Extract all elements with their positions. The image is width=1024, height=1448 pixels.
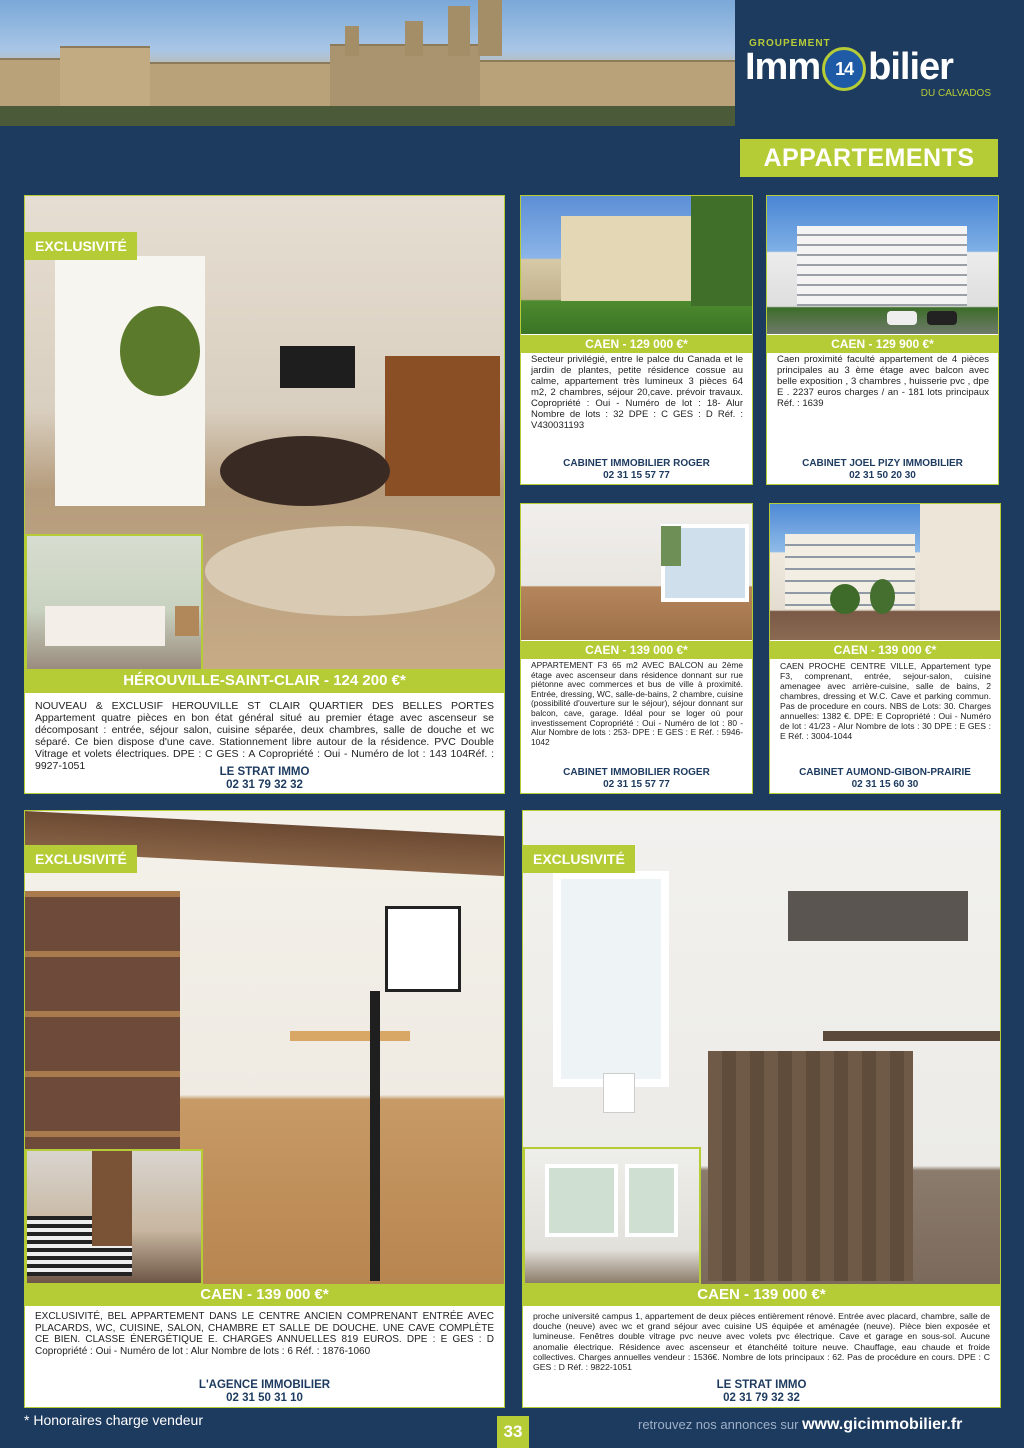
listing-price: CAEN - 129 900 €* — [767, 335, 998, 353]
exclusive-badge: EXCLUSIVITÉ — [25, 845, 137, 873]
logo-number-badge: 14 — [822, 47, 866, 91]
listing-price: CAEN - 139 000 €* — [770, 641, 1000, 659]
listing-price: CAEN - 139 000 €* — [523, 1284, 1000, 1306]
listing-description: APPARTEMENT F3 65 m2 AVEC BALCON au 2ème étage avec ascenseur dans résidence donnant sur rue piétonne avec commerces et bus de ville à proximité. Entrée, dressing, WC, salle-de-bains, 2 chambre, cuisine (possibilité d'ouverture sur le séjour), séjour donnant sur balcon, cave, garage. Idéal pour se loger où pour investissement Copropriété : Oui - Numéro de lot : 80 - Alur Nombre de lots : 253- DPE : E GES : E Réf. : 5946-1042 — [531, 660, 743, 747]
section-title: APPARTEMENTS — [740, 139, 998, 177]
listing-inset-photo — [523, 1147, 701, 1285]
listing-photo — [767, 196, 998, 334]
listing-phone: 02 31 79 32 32 — [723, 1392, 800, 1404]
listing-agency: CABINET AUMOND-GIBON-PRAIRIE — [799, 767, 971, 778]
listing-agency: CABINET JOEL PIZY IMMOBILIER — [802, 458, 963, 469]
logo — [745, 30, 1005, 110]
listing-card-caen-139000-balcon[interactable] — [520, 503, 753, 794]
logo-department: DU CALVADOS — [920, 88, 991, 99]
logo-group-text: GROUPEMENT — [749, 38, 831, 49]
listing-card-caen-129900[interactable] — [766, 195, 999, 485]
listing-description: Secteur privilégié, entre le palce du Canada et le jardin de plantes, petite résidence cossue au calme, appartement très lumineux 3 pièces 64 m2, 2 chambres, séjour 20,cave. prévoir travaux. Copropriété : Oui - Numéro de lot : 18- Alur Nombre de lots : 32 DPE : C GES : D Réf. : V430031193 — [531, 354, 743, 431]
listing-description: CAEN PROCHE CENTRE VILLE, Appartement type F3, comprenant, entrée, sejour-salon, cuisine amenagee avec arrière-cuisine, salle de bains, 2 chambres, dressing et W.C. Cave et parking commun. Pas de procedure en cours. NBS de Lots: 30. Charges annuelles: 1382 €. DPE: E Copropriété : Oui - Numéro de lot : 41/23 - Alur Nombre de lots : 30 DPE : E GES : E Réf. : 3004-1044 — [780, 661, 991, 741]
listing-agency: CABINET IMMOBILIER ROGER — [563, 767, 710, 778]
listing-description: EXCLUSIVITÉ, BEL APPARTEMENT DANS LE CENTRE ANCIEN COMPRENANT ENTRÉE AVEC PLACARDS, WC, CUISINE, SALON, CHAMBRE ET SALLE DE DOUCHE. UNE CAVE COMPLÈTE CE BIEN. CLASSE ÉNERGÉTIQUE E. CHARGES ANNUELLES 819 EUROS. DPE : E GES : D Copropriété : Oui - Numéro de lot : Alur Nombre de lots : 6 Réf. : 1876-1060 — [35, 1311, 494, 1357]
listing-inset-photo — [25, 534, 203, 671]
logo-word-left: Imm — [745, 46, 821, 88]
listing-phone: 02 31 15 60 30 — [851, 779, 919, 790]
listing-card-caen-139000-campus[interactable] — [522, 810, 1001, 1408]
listing-agency: LE STRAT IMMO — [219, 766, 310, 778]
listing-price: CAEN - 139 000 €* — [521, 641, 752, 659]
listing-card-caen-139000-centre[interactable] — [769, 503, 1001, 794]
footer-website — [638, 1416, 962, 1434]
listing-description: proche université campus 1, appartement de deux pièces entièrement rénové. Entrée avec placard, chambre, salle de douche (neuve) avec wc et grand séjour avec cuisine US équipée et aménagée (neuve). Pièce bien exposée et lumineuse. Fenêtres double vitrage pvc neuve avec volets pvc électrique. Cave et garage en sous-sol. Aucune anomalie électrique. Résidence avec ascenseur et étanchéité toiture neuve. Chauffage, eau chaude et froide collectives. Charges annuelles vendeur : 1536€. Nombre de lots principaux : 62. Pas de procédure en cours. DPE : C GES : D Réf. : 9822-1051 — [533, 1311, 990, 1373]
listing-agency: LE STRAT IMMO — [716, 1379, 807, 1391]
listing-photo — [521, 196, 752, 334]
listing-description: Caen proximité faculté appartement de 4 pièces principales au 3 ème étage avec balcon avec belle exposition , 3 chambres , huisserie pvc , dpe E . 2237 euros charges / an - 181 lots principaux Réf. : 1639 — [777, 354, 989, 409]
listing-card-herouville[interactable] — [24, 195, 505, 794]
listing-agency: CABINET IMMOBILIER ROGER — [563, 458, 710, 469]
footer-website-prefix: retrouvez nos annonces sur — [638, 1417, 799, 1432]
listing-price: CAEN - 139 000 €* — [25, 1284, 504, 1306]
listing-photo — [521, 504, 752, 640]
logo-word-right: bilier — [868, 46, 953, 88]
listing-phone: 02 31 79 32 32 — [226, 779, 303, 791]
listing-card-caen-129000[interactable] — [520, 195, 753, 485]
footer-note: * Honoraires charge vendeur — [24, 1412, 203, 1428]
footer-website-link[interactable]: www.gicimmobilier.fr — [802, 1416, 963, 1433]
listing-description: NOUVEAU & EXCLUSIF HEROUVILLE ST CLAIR QUARTIER DES BELLES PORTES Appartement quatre pièces en bon état général situé au premier étage avec ascenseur se décomposant : entrée, séjour salon, cuisine séparée, deux chambres, salle de douche et wc séparé. Ce bien dispose d'une cave. Stationnement libre autour de la résidence. PVC Double Vitrage et volets électriques. DPE : C GES : A Copropriété : Oui - Numéro de lot : 143 104Réf. : 9927-1051 — [35, 700, 494, 772]
header-banner-photo — [0, 0, 735, 126]
listing-phone: 02 31 50 20 30 — [849, 470, 916, 481]
logo-wordmark — [745, 46, 953, 91]
page-number: 33 — [497, 1416, 529, 1448]
exclusive-badge: EXCLUSIVITÉ — [25, 232, 137, 260]
listing-card-caen-139000-ancien[interactable] — [24, 810, 505, 1408]
listing-phone: 02 31 50 31 10 — [226, 1392, 303, 1404]
exclusive-badge: EXCLUSIVITÉ — [523, 845, 635, 873]
listing-inset-photo — [25, 1149, 203, 1285]
listing-agency: L'AGENCE IMMOBILIER — [198, 1379, 331, 1391]
listing-phone: 02 31 15 57 77 — [603, 779, 670, 790]
listing-phone: 02 31 15 57 77 — [603, 470, 670, 481]
listing-price: CAEN - 129 000 €* — [521, 335, 752, 353]
listing-photo — [770, 504, 1000, 640]
listing-price: HÉROUVILLE-SAINT-CLAIR - 124 200 €* — [25, 669, 504, 693]
